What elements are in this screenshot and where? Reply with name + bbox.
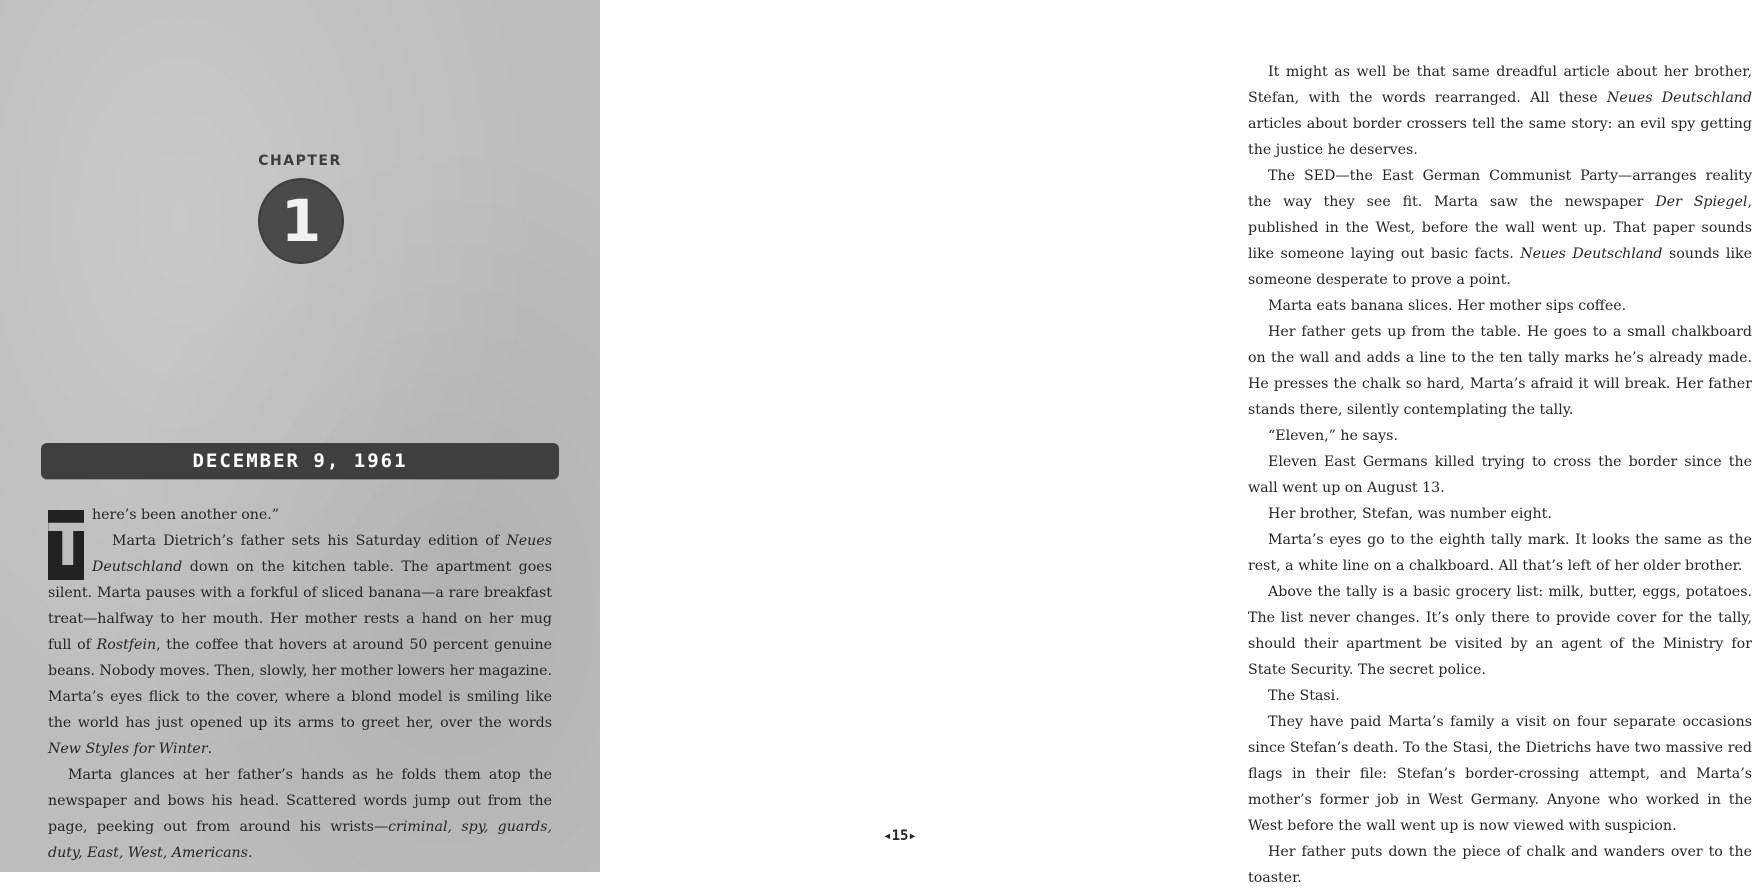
text-run: articles about border crossers tell the same story: an evil spy getting the justice he deserves. — [1248, 116, 1752, 158]
paragraph: Marta eats banana slices. Her mother sips coffee. — [1268, 298, 1627, 314]
italic-title: New Styles for Winter — [48, 741, 208, 757]
left-body-text — [48, 502, 552, 866]
chapter-number: 1 — [280, 187, 322, 255]
italic-title: Neues Deutschland — [92, 533, 552, 575]
text-run: . — [247, 845, 253, 861]
text-run: Marta glances at her father’s hands as he folds them atop the newspaper and bows his head. Scattered words jump out from the page, peeking out from around his wrists— — [48, 767, 552, 835]
text-run: down on the kitchen table. The apartment goes silent. Marta pauses with a forkful of sliced banana—a rare breakfast treat—halfway to her mouth. Her mother rests a hand on her mug full of — [48, 559, 552, 653]
italic-title: Der Spiegel — [1655, 194, 1748, 210]
text-run: sounds like someone desperate to prove a point. — [1248, 246, 1752, 288]
text-run: It might as well be that same dreadful article about her brother, Stefan, with the words rearranged. All these — [1248, 64, 1752, 106]
paragraph: Marta’s eyes go to the eighth tally mark. It looks the same as the rest, a white line on a chalkboard. All that’s left of her older brother. — [1248, 532, 1752, 574]
text-run: , the coffee that hovers at around 50 percent genuine beans. Nobody moves. Then, slowly, her mother lowers her magazine. Marta’s eyes flick to the cover, where a blond model is smiling like the world has just opened up its arms to greet her, over the words — [48, 637, 552, 731]
paragraph-text: here’s been another one.” — [92, 507, 280, 523]
paragraph: The Stasi. — [1268, 688, 1340, 704]
paragraph — [48, 528, 552, 762]
italic-title: Neues Deutschland — [1520, 246, 1663, 262]
paragraph — [1248, 59, 1752, 163]
italic-title: Neues Deutschland — [1606, 90, 1752, 106]
paragraph: Her father puts down the piece of chalk and wanders over to the toaster. — [1248, 844, 1752, 886]
paragraph: Above the tally is a basic grocery list: milk, butter, eggs, potatoes. The list never changes. It’s only there to provide cover for the tally, should their apartment be visited by an agent of the Ministry for State Security. The secret police. — [1248, 584, 1752, 678]
text-run: , published in the West, before the wall went up. That paper sounds like someone laying out basic facts. — [1248, 194, 1752, 262]
left-page — [0, 0, 600, 872]
chapter-label: CHAPTER — [258, 153, 342, 169]
text-run: . — [207, 741, 213, 757]
drop-cap: T — [48, 511, 88, 579]
paragraph: They have paid Marta’s family a visit on four separate occasions since Stefan’s death. To the Stasi, the Dietrichs have two massive red flags in their file: Stefan’s border-crossing attempt, and Marta’s mother’s former job in West Germany. Anyone who worked in the West before the wall went up is now viewed with suspicion. — [1248, 714, 1752, 834]
paragraph: Her brother, Stefan, was number eight. — [1268, 506, 1552, 522]
text-run: Marta Dietrich’s father sets his Saturday edition of — [112, 533, 507, 549]
italic-term: Rostfein — [96, 637, 157, 653]
date-heading: DECEMBER 9, 1961 — [192, 450, 408, 472]
paragraph: Eleven East Germans killed trying to cross the border since the wall went up on August 13. — [1248, 454, 1752, 496]
italic-words: criminal, spy, guards, duty, East, West, Americans — [48, 819, 552, 861]
right-page — [600, 0, 1752, 886]
page-number: ◂15▸ — [883, 828, 917, 844]
paragraph: Her father gets up from the table. He goes to a small chalkboard on the wall and adds a line to the ten tally marks he’s already made. He presses the chalk so hard, Marta’s afraid it will break. Her father stands there, silently contemplating the tally. — [1248, 324, 1752, 418]
paragraph: “Eleven,” he says. — [1268, 428, 1398, 444]
right-body-text — [1248, 59, 1752, 891]
paragraph — [1248, 163, 1752, 293]
text-run: The SED—the East German Communist Party—arranges reality the way they see fit. Marta saw the newspaper — [1248, 168, 1752, 210]
paragraph — [48, 762, 552, 866]
